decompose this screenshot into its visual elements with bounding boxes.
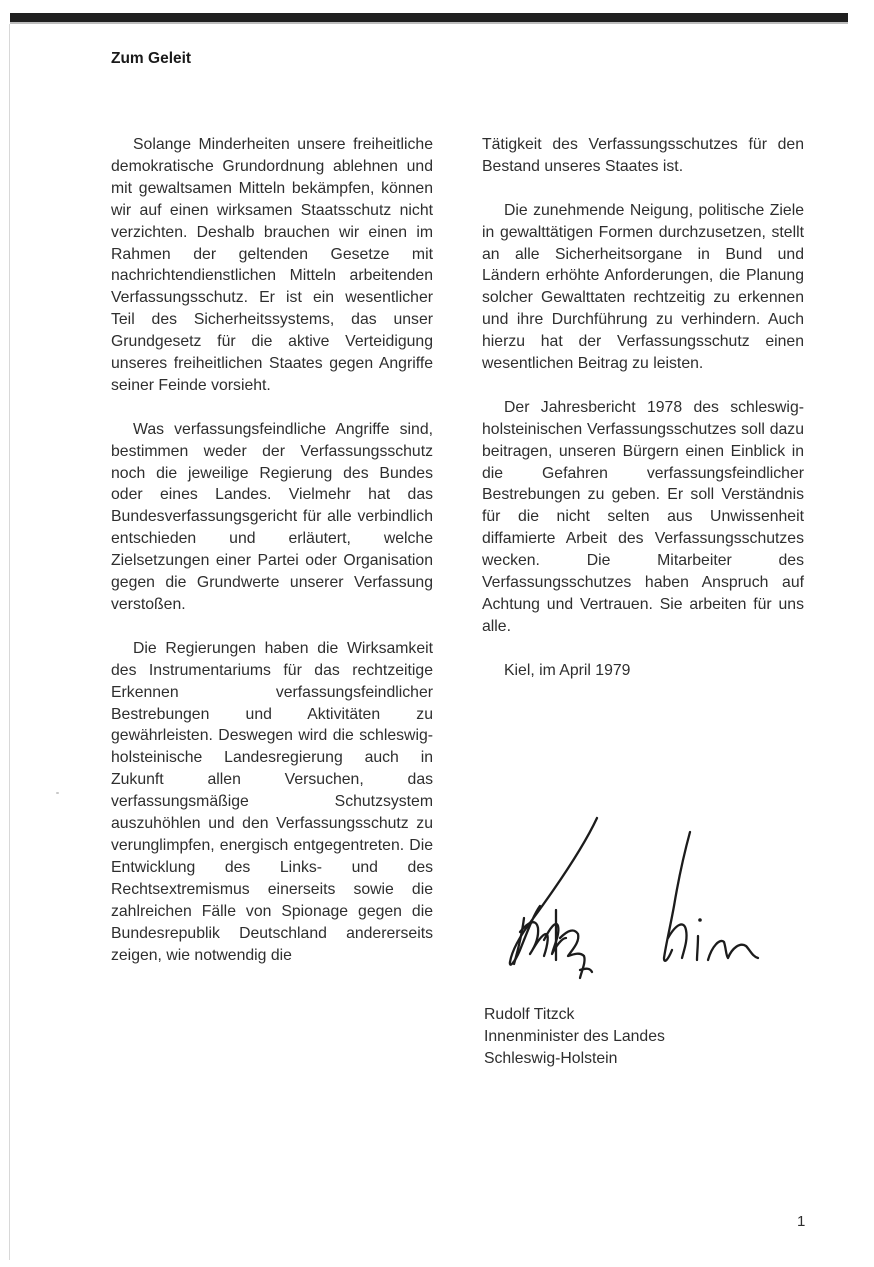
paragraph-left-3: Die Regierungen haben die Wirksamkeit des Instrumentariums für das rechtzeitige Erkennen verfassungsfeindlicher Bestrebungen und Aktivitäten zu gewährleisten. Deswegen wird die schleswig-holsteinische Landesregierung auch in Zukunft allen Versuchen, das verfassungsmäßige Schutzsystem auszuhöhlen und den Verfassungsschutz zu verunglimpfen, energisch entgegentreten. Die Entwicklung des Links- und des Rechtsextremismus einerseits sowie die zahlreichen Fälle von Spionage gegen die Bundesrepublik Deutschland andererseits zeigen, wie notwendig die [111,639,433,964]
paragraph-right-1: Tätigkeit des Verfassungsschutzes für den Bestand unseres Staates ist. [482,136,804,175]
left-column [111,134,433,988]
signer-block [484,1004,665,1070]
scan-speck [56,792,59,794]
page-number: 1 [797,1213,806,1230]
page-left-edge [9,24,10,1260]
signer-state: Schleswig-Holstein [484,1049,618,1067]
date-line: Kiel, im April 1979 [504,661,631,679]
paragraph-left-2: Was verfassungsfeindliche Angriffe sind, bestimmen weder der Verfassungsschutz noch die jeweilige Regierung des Bundes oder eines Landes. Vielmehr hat das Bundesverfassungsgericht für alle verbindlich entschieden und erläutert, welche Zielsetzungen einer Partei oder Organisation gegen die Grundwerte unserer Verfassung verstoßen. [111,420,433,614]
signer-name: Rudolf Titzck [484,1006,575,1023]
paragraph-right-2: Die zunehmende Neigung, politische Ziele in gewalttätigen Formen durchzusetzen, stellt an alle Sicherheitsorgane in Bund und Ländern erhöhte Anforderungen, die Planung solcher Gewalttaten rechtzeitig zu erkennen und ihre Durchführung zu verhindern. Auch hierzu hat der Verfassungsschutz einen wesentlichen Beitrag zu leisten. [482,201,804,373]
paragraph-left-1: Solange Minderheiten unsere freiheitliche demokratische Grundordnung ablehnen und mit gewaltsamen Mitteln bekämpfen, können wir auf einen wirksamen Staatsschutz nicht verzichten. Deshalb brauchen wir einen im Rahmen der geltenden Gesetze mit nachrichtendienstlichen Mitteln arbeitenden Verfassungsschutz. Er ist ein wesentlicher Teil des Sicherheitssystems, das unser Grundgesetz für die aktive Verteidigung unseres freiheitlichen Staates gegen Angriffe seiner Feinde vorsieht. [111,136,433,394]
page-heading: Zum Geleit [111,50,192,67]
right-column [482,134,804,704]
handwritten-signature [494,810,772,990]
paragraph-right-3: Der Jahresbericht 1978 des schleswig-holsteinischen Verfassungsschutzes soll dazu beitragen, unseren Bürgern einen Einblick in die Gefahren verfassungsfeindlicher Bestrebungen zu geben. Er soll Verständnis für die nicht selten aus Unwissenheit diffamierte Arbeit des Verfassungsschutzes wecken. Die Mitarbeiter des Verfassungsschutzes haben Anspruch auf Achtung und Vertrauen. Sie arbeiten für uns alle. [482,398,804,635]
signer-title: Innenminister des Landes [484,1027,665,1045]
top-rule [10,13,848,22]
